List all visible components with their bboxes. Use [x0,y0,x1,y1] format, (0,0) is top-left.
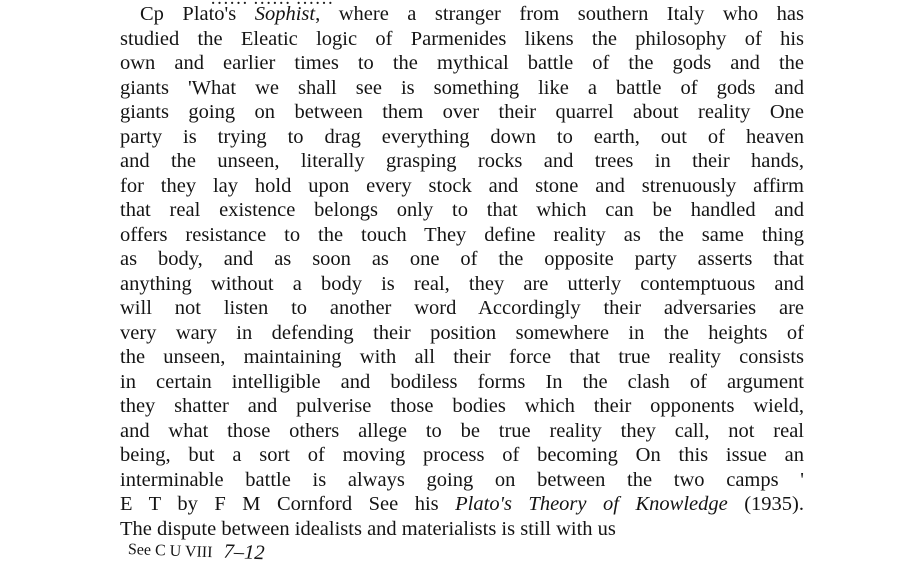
text-segment: Cp Plato's [140,3,255,25]
text-line [120,198,804,223]
text-segment: party is trying to drag everything down to earth, out of heaven [120,125,804,148]
cross-reference-label: See C U VIII [127,541,213,562]
text-segment: offers resistance to the touch They define reality as the same thing [120,223,804,246]
italic-title: Sophist [254,3,316,25]
text-segment: E T by F M Cornford See his [120,493,456,515]
text-line [120,517,804,542]
text-segment: (1935). [727,493,805,515]
text-segment: the unseen, maintaining with all their force that true reality consists [120,346,804,368]
text-segment: being, but a sort of moving process of becoming On this issue an [120,444,804,466]
text-line [120,76,804,101]
text-segment: very wary in defending their position somewhere in the heights of [120,321,804,344]
text-line [120,2,804,27]
text-segment: , where a stranger from southern Italy who has [315,3,804,25]
text-line [120,125,804,150]
text-segment: giants going on between them over their quarrel about reality One [120,101,804,123]
text-line [120,149,804,174]
text-segment: for they lay hold upon every stock and stone and strenuously affirm [120,174,804,197]
cross-reference-line [128,537,265,565]
text-segment: studied the Eleatic logic of Parmenides likens the philosophy of his [120,27,804,50]
text-line [120,468,804,493]
text-segment: giants 'What we shall see is something like a battle of gods and [120,76,804,99]
text-line [120,100,804,125]
text-line [120,174,804,199]
text-segment: anything without a body is real, they are utterly contemptuous and [120,272,804,295]
text-line [120,223,804,248]
text-segment: as body, and as soon as one of the opposite party asserts that [120,248,804,270]
text-segment: interminable battle is always going on between the two camps ' [120,468,804,491]
text-segment: The dispute between idealists and materialists is still with us [120,517,616,540]
text-line [120,394,804,419]
text-line [120,419,804,444]
text-line [120,247,804,272]
text-segment: and what those others allege to be true reality they call, not real [120,419,804,442]
footnote-paragraph [120,2,804,541]
text-segment: they shatter and pulverise those bodies which their opponents wield, [120,395,804,417]
text-line [120,443,804,468]
text-line [120,321,804,346]
text-line [120,492,804,517]
text-line [120,272,804,297]
cross-reference-pages: 7–12 [223,540,266,565]
italic-title: Plato's Theory of Knowledge [455,493,728,515]
text-segment: that real existence belongs only to that which can be handled and [120,199,804,221]
text-line [120,27,804,52]
text-line [120,296,804,321]
text-line [120,51,804,76]
text-segment: and the unseen, literally grasping rocks and trees in their hands, [120,150,804,172]
text-segment: in certain intelligible and bodiless forms In the clash of argument [120,370,804,393]
text-segment: own and earlier times to the mythical battle of the gods and the [120,52,804,74]
text-line [120,370,804,395]
text-line [120,345,804,370]
text-segment: will not listen to another word Accordingly their adversaries are [120,297,804,319]
